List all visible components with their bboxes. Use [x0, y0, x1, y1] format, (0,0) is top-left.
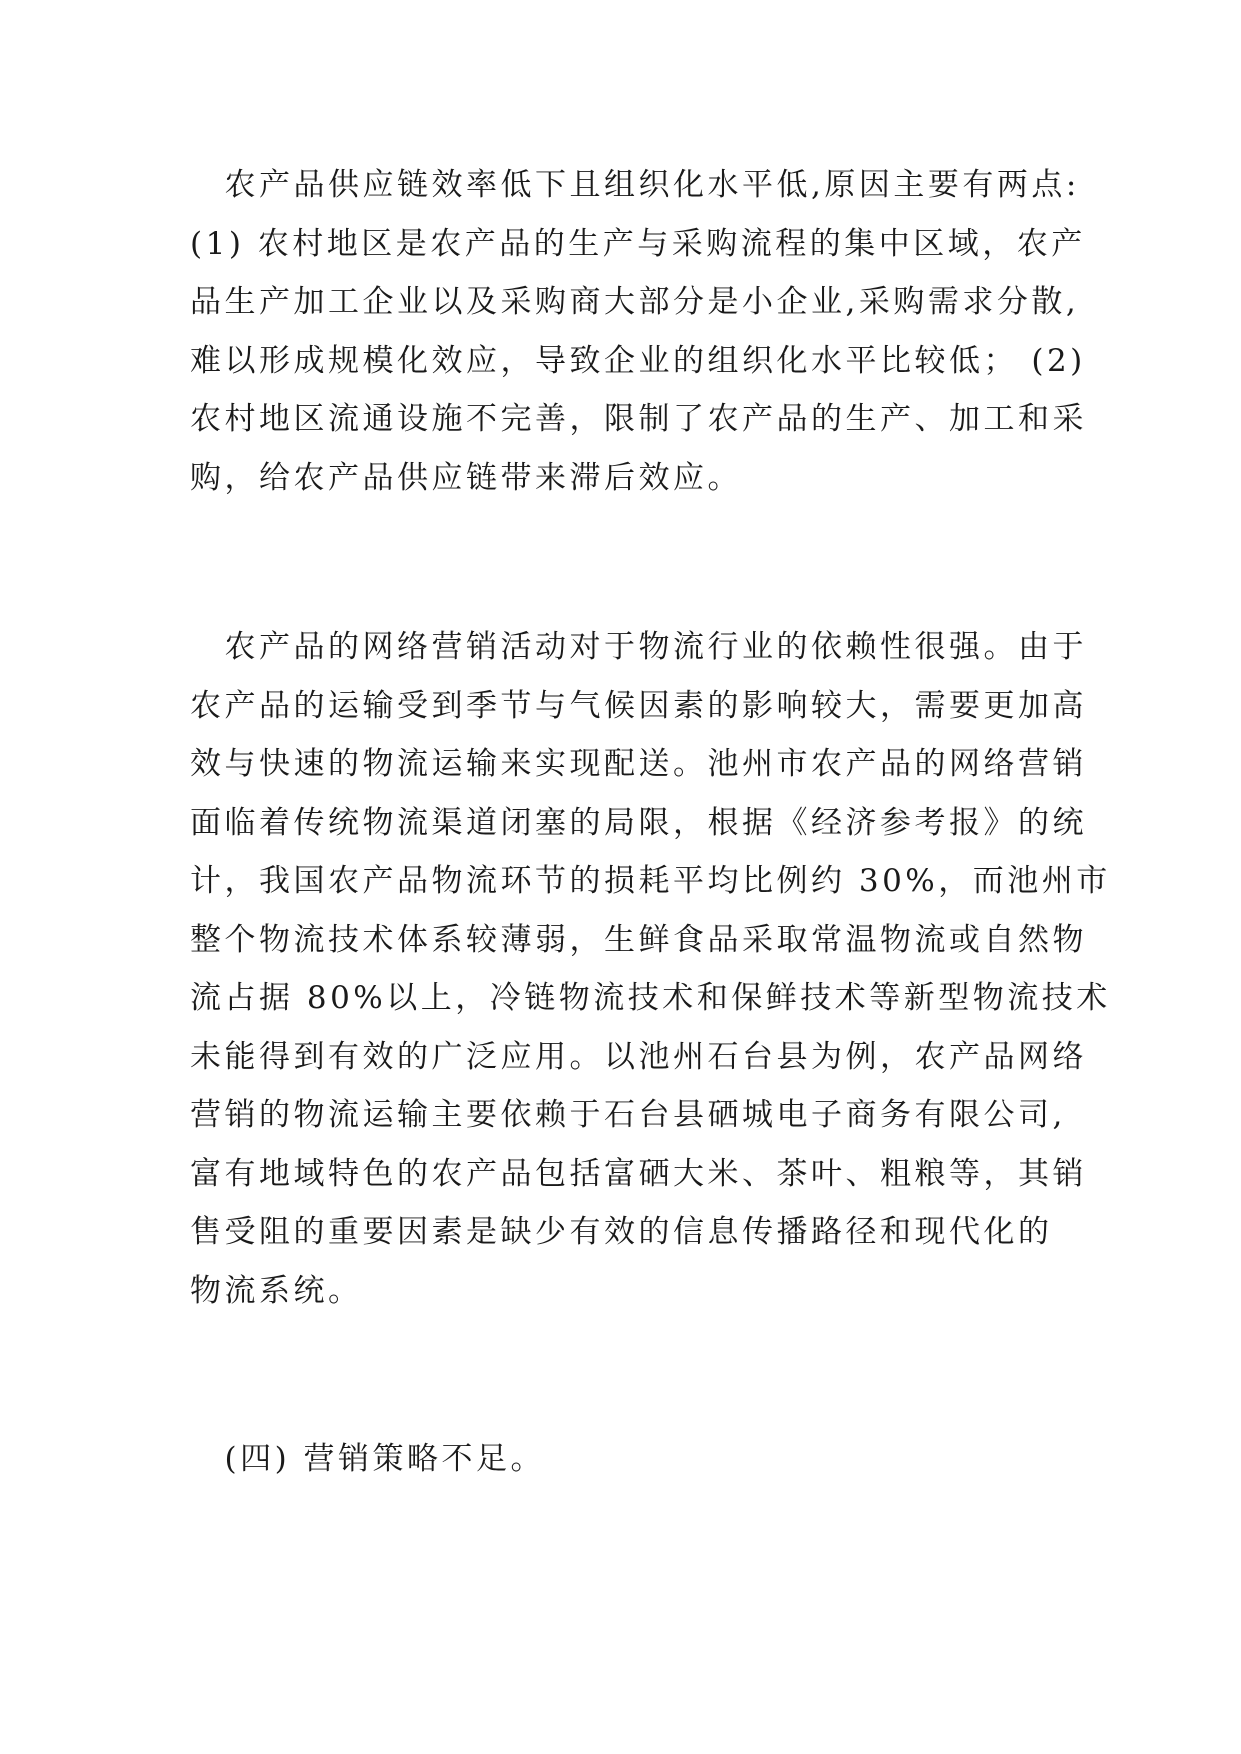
section-heading-text: (四) 营销策略不足。	[190, 1441, 546, 1477]
paragraph-line: 物流系统。	[190, 1272, 363, 1309]
paragraph-line: 农村地区流通设施不完善，限制了农产品的生产、加工和采	[190, 401, 1087, 437]
paragraph-line: 品生产加工企业以及采购商大部分是小企业,采购需求分散,	[190, 284, 1080, 320]
paragraph-line: 未能得到有效的广泛应用。以池州石台县为例，农产品网络	[190, 1038, 1087, 1075]
paragraph-line: (1) 农村地区是农产品的生产与采购流程的集中区域，农产	[190, 225, 1086, 262]
paragraph-supply-chain	[190, 156, 1090, 507]
paragraph-line: 难以形成规模化效应，导致企业的组织化水平比较低； (2)	[190, 342, 1086, 379]
paragraph-line: 计，我国农产品物流环节的损耗平均比例约 30%，而池州市	[190, 863, 1111, 899]
paragraph-line: 农产品的运输受到季节与气候因素的影响较大，需要更加高	[190, 687, 1087, 724]
paragraph-line: 流占据 80%以上，冷链物流技术和保鲜技术等新型物流技术	[190, 980, 1111, 1016]
paragraph-line: 营销的物流运输主要依赖于石台县硒城电子商务有限公司,	[190, 1097, 1066, 1133]
paragraph-line: 整个物流技术体系较薄弱，生鲜食品采取常温物流或自然物	[190, 921, 1087, 958]
section-heading	[190, 1430, 1090, 1489]
paragraph-line: 面临着传统物流渠道闭塞的局限，根据《经济参考报》的统	[190, 804, 1087, 841]
paragraph-line: 售受阻的重要因素是缺少有效的信息传播路径和现代化的	[190, 1214, 1053, 1250]
paragraph-logistics	[190, 618, 1111, 1320]
paragraph-line: 购，给农产品供应链带来滞后效应。	[190, 459, 742, 496]
paragraph-line: 农产品的网络营销活动对于物流行业的依赖性很强。由于	[190, 629, 1087, 665]
paragraph-line: 农产品供应链效率低下且组织化水平低,原因主要有两点:	[190, 167, 1080, 203]
paragraph-line: 富有地域特色的农产品包括富硒大米、茶叶、粗粮等，其销	[190, 1155, 1087, 1192]
paragraph-line: 效与快速的物流运输来实现配送。池州市农产品的网络营销	[190, 746, 1087, 782]
